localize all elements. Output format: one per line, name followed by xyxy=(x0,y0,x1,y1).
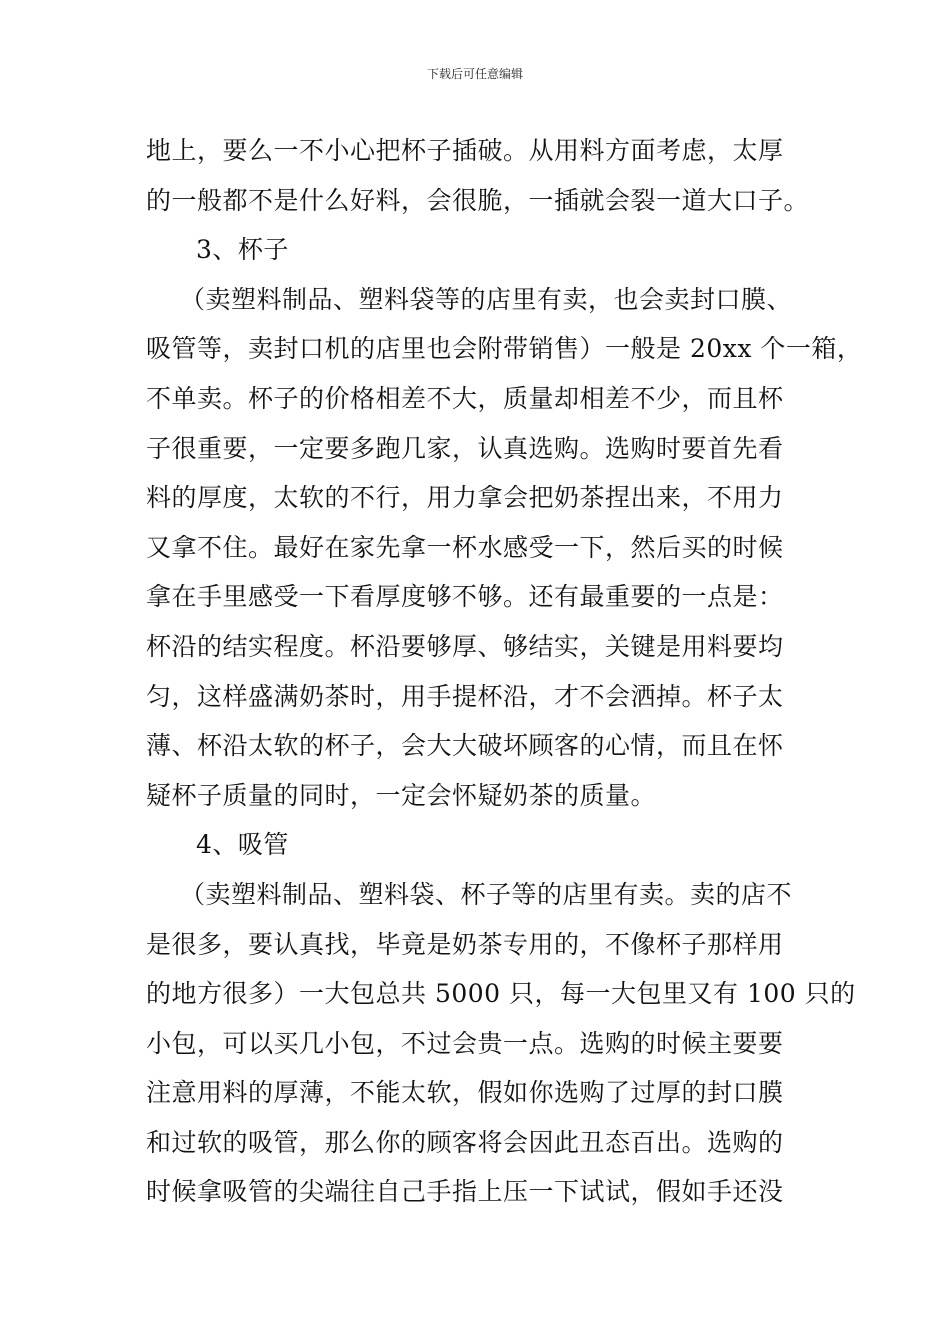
text-line: 子很重要，一定要多跑几家，认真选购。选购时要首先看 xyxy=(146,433,784,463)
text-line: 匀，这样盛满奶茶时，用手提杯沿，才不会洒掉。杯子太 xyxy=(146,681,784,711)
text-line: 注意用料的厚薄，不能太软，假如你选购了过厚的封口膜 xyxy=(146,1078,784,1108)
text-line: 杯沿的结实程度。杯沿要够厚、够结实，关键是用料要均 xyxy=(146,631,784,661)
text-line: 料的厚度，太软的不行，用力拿会把奶茶捏出来，不用力 xyxy=(146,483,784,513)
text-line: 不单卖。杯子的价格相差不大，质量却相差不少，而且杯 xyxy=(146,383,784,413)
section-heading-straws: 4、吸管 xyxy=(196,830,289,860)
text-line: 小包，可以买几小包，不过会贵一点。选购的时候主要要 xyxy=(146,1028,784,1058)
text-line: 的一般都不是什么好料，会很脆，一插就会裂一道大口子。 xyxy=(146,185,810,215)
text-line: 的地方很多）一大包总共 5000 只，每一大包里又有 100 只的 xyxy=(146,979,856,1009)
document-body xyxy=(146,126,863,1217)
text-line: 时候拿吸管的尖端往自己手指上压一下试试，假如手还没 xyxy=(146,1177,784,1207)
text-line: 吸管等，卖封口机的店里也会附带销售）一般是 20xx 个一箱， xyxy=(146,334,863,364)
section-heading-cups: 3、杯子 xyxy=(196,235,289,265)
text-line: 拿在手里感受一下看厚度够不够。还有最重要的一点是： xyxy=(146,582,784,612)
text-line: 是很多，要认真找，毕竟是奶茶专用的，不像杯子那样用 xyxy=(146,929,784,959)
text-line: 疑杯子质量的同时，一定会怀疑奶茶的质量。 xyxy=(146,780,657,810)
text-line: （卖塑料制品、塑料袋、杯子等的店里有卖。卖的店不 xyxy=(180,879,793,909)
text-line: （卖塑料制品、塑料袋等的店里有卖，也会卖封口膜、 xyxy=(180,284,793,314)
text-line: 和过软的吸管，那么你的顾客将会因此丑态百出。选购的 xyxy=(146,1127,784,1157)
page-header: 下载后可任意编辑 xyxy=(426,67,523,81)
text-line: 地上，要么一不小心把杯子插破。从用料方面考虑，太厚 xyxy=(146,136,784,165)
text-line: 薄、杯沿太软的杯子，会大大破坏顾客的心情，而且在怀 xyxy=(146,731,784,761)
text-line: 又拿不住。最好在家先拿一杯水感受一下，然后买的时候 xyxy=(146,532,784,562)
